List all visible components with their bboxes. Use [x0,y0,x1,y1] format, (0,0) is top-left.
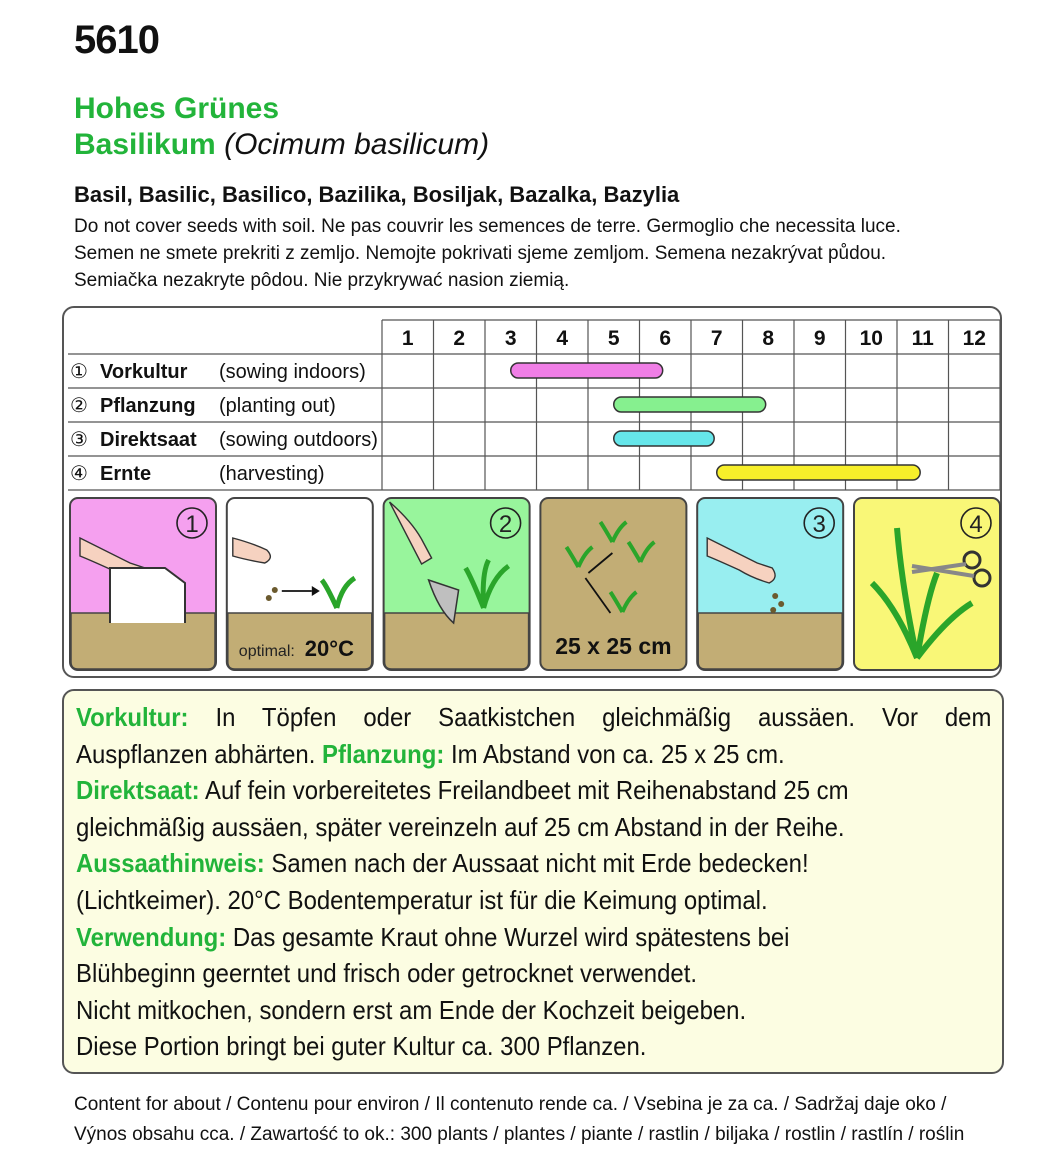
description-text [76,699,991,1065]
row-number-3: ③ [70,429,88,451]
month-label-6: 6 [659,327,672,350]
heading-aussaathinweis: Aussaathinweis: [76,848,265,879]
panel-1 [70,498,216,670]
month-label-3: 3 [504,327,517,350]
desc-line-6 [76,882,991,919]
month-label-4: 4 [556,327,569,350]
calendar-panel [62,306,1002,678]
soil-5 [698,613,842,669]
bar-pflanzung [614,397,766,412]
row-sub-2: (planting out) [219,395,336,417]
month-label-8: 8 [762,327,775,350]
desc-line-7 [76,919,991,956]
row-label-1: Vorkultur [100,361,188,383]
text-vorkultur-2: Auspflanzen abhärten. [76,738,316,769]
text-direktsaat-2: gleichmäßig aussäen, später vereinzeln auf 25 cm Abstand in der Reihe. [76,811,845,842]
bar-vorkultur [511,363,663,378]
desc-line-9 [76,992,991,1029]
row-sub-4: (harvesting) [219,463,325,485]
badge-1: 1 [185,511,199,538]
temp-caption-label: optimal: [238,643,295,660]
row-label-4: Ernte [100,463,152,485]
desc-line-8 [76,955,991,992]
product-code: 5610 [74,18,159,62]
description-panel [62,689,1004,1074]
desc-line-3 [76,772,991,809]
panel-2 [227,498,373,670]
text-aussaat-2: (Lichtkeimer). 20°C Bodentemperatur ist für die Keimung optimal. [76,884,768,915]
text-line-9: Nicht mitkochen, sondern erst am Ende der Kochzeit beigeben. [76,994,747,1025]
row-number-2: ② [70,395,88,417]
title-line-1: Hohes Grünes [74,92,280,125]
desc-line-5 [76,845,991,882]
soil-3 [385,613,529,669]
month-label-5: 5 [607,327,620,350]
row-sub-3: (sowing outdoors) [219,429,378,451]
multilingual-names: Basil, Basilic, Basilico, Bazilika, Bosiljak, Bazalka, Bazylia [74,182,680,207]
desc-line-4 [76,809,991,846]
text-line-10: Diese Portion bringt bei guter Kultur ca. 300 Pflanzen. [76,1031,647,1062]
title-basilikum: Basilikum [74,128,216,161]
desc-line-1 [76,699,991,736]
month-label-9: 9 [813,327,826,350]
panel-6 [854,498,1000,670]
badge-5: 3 [812,511,826,538]
text-direktsaat-1: Auf fein vorbereitetes Freilandbeet mit Reihenabstand 25 cm [204,775,849,806]
row-sub-1: (sowing indoors) [219,361,366,383]
text-verwendung-2: Blühbeginn geerntet und frisch oder getrocknet verwendet. [76,958,697,989]
desc-line-2 [76,736,991,773]
panel-3 [384,498,530,670]
footer-line-1: Content for about / Contenu pour environ / Il contenuto rende ca. / Vsebina je za ca. / Sadržaj daje oko / [74,1094,947,1115]
text-aussaat-1: Samen nach der Aussaat nicht mit Erde bedecken! [271,848,809,879]
latin-name: (Ocimum basilicum) [224,128,490,161]
spacing-caption: 25 x 25 cm [555,633,672,659]
title-line-2 [74,128,489,162]
temp-caption-value: 20°C [304,636,354,661]
text-pflanzung: Im Abstand von ca. 25 x 25 cm. [450,738,785,769]
row-label-3: Direktsaat [100,429,197,451]
row-number-4: ④ [70,463,88,485]
bar-direktsaat [614,431,714,446]
text-verwendung-1: Das gesamte Kraut ohne Wurzel wird spätestens bei [232,921,790,952]
sowing-note-1: Do not cover seeds with soil. Ne pas couvrir les semences de terre. Germoglio che necessita luce. [74,216,901,237]
row-number-1: ① [70,361,88,383]
month-label-11: 11 [911,327,934,350]
month-label-10: 10 [859,327,883,350]
heading-vorkultur: Vorkultur: [76,702,189,732]
heading-verwendung: Verwendung: [76,921,227,952]
sowing-note-2: Semen ne smete prekriti z zemljo. Nemojte pokrivati sjeme zemljom. Semena nezakrývat půdou. [74,243,887,264]
footer-line-2: Výnos obsahu cca. / Zawartość to ok.: 300 plants / plantes / piante / rastlin / biljaka / rostlin / rastlín / roślin [74,1124,965,1145]
month-label-7: 7 [710,327,723,350]
month-label-2: 2 [453,327,466,350]
text-vorkultur-1: In Töpfen oder Saatkistchen gleichmäßig aussäen. Vor dem [215,702,992,732]
bar-ernte [717,465,920,480]
month-label-1: 1 [401,327,414,350]
row-label-2: Pflanzung [100,395,196,417]
heading-pflanzung: Pflanzung: [322,738,445,769]
sowing-calendar [64,308,1004,680]
panel-4 [540,498,686,670]
badge-3: 2 [498,511,513,538]
desc-line-10 [76,1028,991,1065]
heading-direktsaat: Direktsaat: [76,775,200,806]
sowing-note-3: Semiačka nezakryte pôdou. Nie przykrywać nasion ziemią. [74,270,570,291]
panel-5 [697,498,843,670]
month-label-12: 12 [962,327,986,350]
badge-6: 4 [969,511,983,538]
